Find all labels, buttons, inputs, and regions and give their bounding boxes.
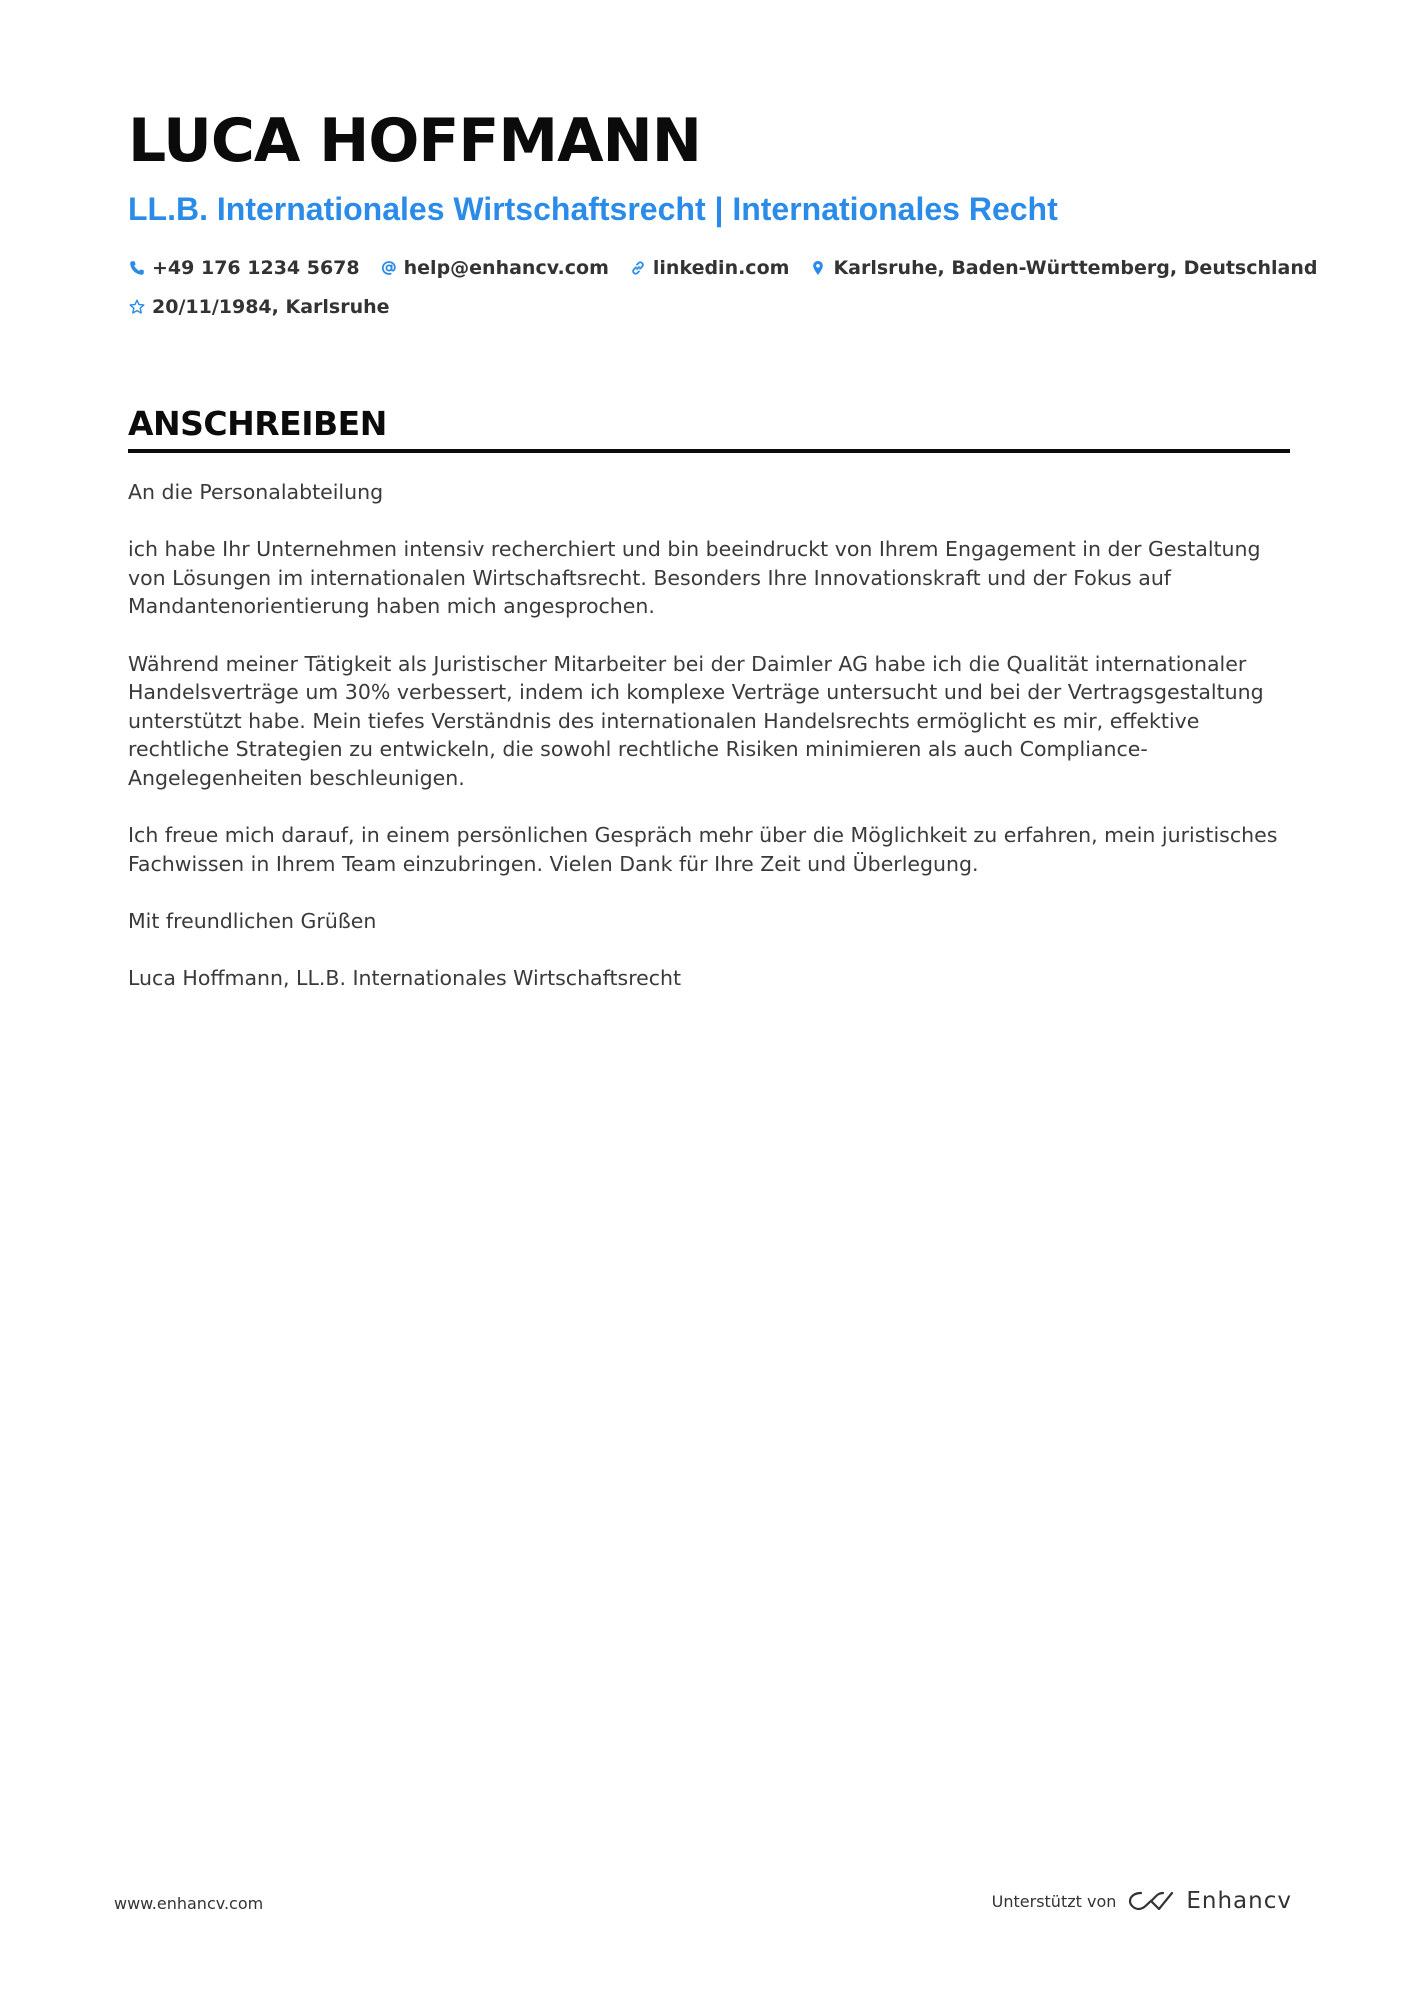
footer-url[interactable]: www.enhancv.com [114,1894,264,1913]
contact-linkedin[interactable] [629,257,790,279]
at-icon [380,259,398,277]
contact-email[interactable] [380,257,609,279]
letter-salutation: An die Personalabteilung [128,480,384,504]
phone-icon [128,259,146,277]
cover-letter-body [128,478,1290,1021]
enhancv-logo-icon [1128,1889,1174,1913]
footer-branding [992,1888,1292,1914]
contact-location-text: Karlsruhe, Baden-Württemberg, Deutschland [833,257,1318,279]
link-icon [629,259,647,277]
letter-closing: Mit freundlichen Grüßen [128,908,377,933]
location-pin-icon [809,259,827,277]
powered-by-label: Unterstützt von [991,1891,1117,1911]
contact-info [128,254,1318,332]
contact-row-1 [128,254,1318,282]
letter-paragraph: Ich freue mich darauf, in einem persönlichen Gespräch mehr über die Möglichkeit zu erfahren, mein juristisches Fachwissen in Ihrem Team einzubringen. Vielen Dank für Ihre Zeit und Überlegung. [128,823,1278,876]
section-divider [128,449,1290,453]
contact-phone-text: +49 176 1234 5678 [152,257,360,279]
enhancv-wordmark: Enhancv [1186,1888,1292,1914]
letter-signature: Luca Hoffmann, LL.B. Internationales Wirtschaftsrecht [128,966,682,991]
section-title: ANSCHREIBEN [128,404,387,443]
contact-linkedin-text[interactable]: linkedin.com [652,257,790,279]
letter-paragraph: Während meiner Tätigkeit als Juristischer Mitarbeiter bei der Daimler AG habe ich die Qualität internationaler Handelsverträge um 30% verbessert, indem ich komplexe Verträge untersucht und bei der Vertragsgestaltung unterstützt habe. Mein tiefes Verständnis des internationalen Handelsrechts ermöglicht es mir, effektive rechtliche Strategien zu entwickeln, die sowohl rechtliche Risiken minimieren als auch Compliance-Angelegenheiten beschleunigen. [128,651,1264,790]
contact-phone [128,257,360,279]
contact-birth-text: 20/11/1984, Karlsruhe [152,296,390,318]
letter-paragraph: ich habe Ihr Unternehmen intensiv recherchiert und bin beeindruckt von Ihrem Engagement in der Gestaltung von Lösungen im internationalen Wirtschaftsrecht. Besonders Ihre Innovationskraft und der Fokus auf Mandantenorientierung haben mich angesprochen. [128,537,1261,619]
contact-row-2 [128,293,1290,321]
contact-birth [128,296,390,318]
contact-location [809,257,1317,279]
candidate-headline: LL.B. Internationales Wirtschaftsrecht | Internationales Recht [128,191,1058,227]
star-icon [128,298,146,316]
contact-email-text[interactable]: help@enhancv.com [403,257,609,279]
candidate-name: LUCA HOFFMANN [128,106,701,176]
